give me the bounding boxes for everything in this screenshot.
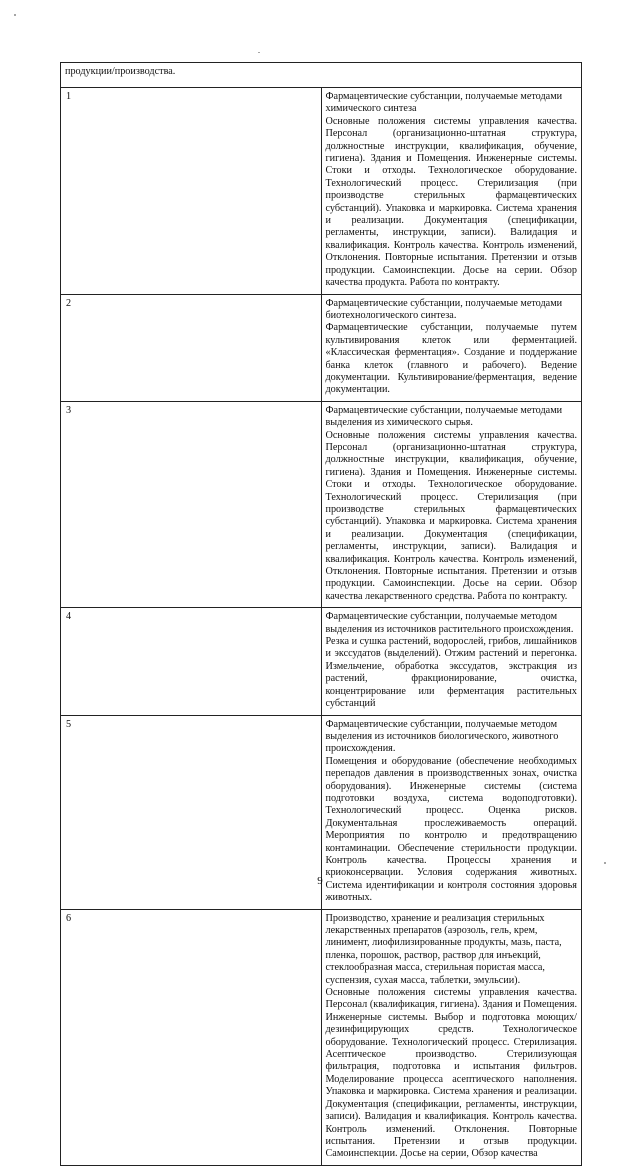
table-row (61, 608, 582, 715)
row-number: 1 (61, 88, 322, 295)
page-number: 9 (317, 875, 323, 887)
row-text: Резка и сушка растений, водорослей, грибов, лишайников и экссудатов (выделений). Отжим растений и перегонка. Измельчение, обработка экссудатов, экстракция из растений, фракционирование, очистка, концентрирование или ферментация растительных субстанций (325, 636, 577, 710)
table-row (61, 909, 582, 1165)
row-title: Фармацевтические субстанции, получаемые методом выделения из источников растительного происхождения. (325, 611, 574, 635)
row-title: Производство, хранение и реализация стерильных лекарственных препаратов (аэрозоль, гель, крем, линимент, лиофилизированные продукты, мазь, паста, пленка, порошок, раствор, раствор для инъекций, стеклообразная масса, стерильная пористая масса, суспензия, сухая масса, таблетки, эмульсии). (325, 912, 562, 986)
content-table (60, 62, 582, 1166)
row-title: Фармацевтические субстанции, получаемые методами биотехнологического синтеза. (325, 297, 563, 321)
row-number: 5 (61, 715, 322, 909)
row-number: 2 (61, 294, 322, 401)
scan-speck (604, 862, 606, 864)
row-content (321, 608, 582, 715)
row-content (321, 401, 582, 608)
row-content (321, 88, 582, 295)
row-number: 6 (61, 909, 322, 1165)
row-number: 4 (61, 608, 322, 715)
scan-speck (258, 52, 260, 53)
row-content (321, 294, 582, 401)
row-text: Основные положения системы управления качества. Персонал (организационно-штатная структура, должностные инструкции, квалификация, обучение, гигиена). Здания и Помещения. Инженерные системы. Стоки и отходы. Технологическое оборудование. Технологический процесс. Стерилизация (при производстве стерильных фармацевтических субстанций). Упаковка и маркировка. Система хранения и реализации. Документация (спецификации, регламенты, инструкции, записи). Валидация и квалификация. Контроль качества. Контроль изменений, Отклонения. Повторные испытания. Претензии и отзыв продукции. Самоинспекции. Досье на серии. Обзор качества лекарственного средства. Работа по контракту. (325, 429, 577, 602)
row-number: 3 (61, 401, 322, 608)
continuation-text: продукции/производства. (65, 66, 176, 77)
continuation-cell (61, 63, 582, 88)
row-title: Фармацевтические субстанции, получаемые методом выделения из источников биологического, животного происхождения. (325, 718, 559, 755)
row-title: Фармацевтические субстанции, получаемые методами химического синтеза (325, 91, 563, 115)
row-text: Основные положения системы управления качества. Персонал (квалификация, гигиена). Здания и Помещения. Инженерные системы. Выбор и подготовка моющих/дезинфицирующих средств. Технологическое оборудование. Технологический процесс. Стерилизация. Асептическое производство. Стерилизующая фильтрация, подготовка и испытания фильтров. Моделирование процесса асептического наполнения. Упаковка и маркировка. Система хранения и реализации. Документация (спецификации, регламенты, инструкции, записи). Валидация и квалификация. Контроль качества. Контроль изменений. Отклонения. Повторные испытания. Претензии и отзыв продукции. Самоинспекции. Досье на серии, Обзор качества (325, 987, 577, 1160)
row-text: Помещения и оборудование (обеспечение необходимых перепадов давления в производственных зонах, очистка оборудования). Инженерные системы (система подготовки воздуха, система водоподготовки). Технологический процесс. Оценка рисков. Документальная прослеживаемость операций. Мероприятия по контролю и предотвращению контаминации. Обеспечение стерильности продукции. Контроль качества. Процессы хранения и криоконсервации. Условия содержания животных. Система идентификации и контроля состояния здоровья животных. (325, 755, 577, 904)
row-text: Фармацевтические субстанции, получаемые путем культивирования клеток или ферментацией. «Классическая ферментация». Создание и поддержание банка клеток (главного и рабочего). Ведение документации. Культивирование/ферментация, ведение документации. (325, 322, 577, 396)
row-content (321, 909, 582, 1165)
table-row (61, 63, 582, 88)
row-title: Фармацевтические субстанции, получаемые методами выделения из химического сырья. (325, 404, 563, 429)
row-text: Основные положения системы управления качества. Персонал (организационно-штатная структура, должностные инструкции, квалификация, обучение, гигиена). Здания и Помещения. Инженерные системы. Стоки и отходы. Технологическое оборудование. Технологический процесс. Стерилизация (при производстве стерильных фармацевтических субстанций). Упаковка и маркировка. Система хранения и реализации. Документация (спецификации, регламенты, инструкции, записи). Валидация и квалификация. Контроль качества. Контроль изменений, Отклонения. Повторные испытания. Претензии и отзыв продукции. Самоинспекции. Досье на серии. Обзор качества продукта. Работа по контракту. (325, 115, 577, 289)
scan-speck (14, 14, 16, 16)
table-row (61, 401, 582, 608)
table-row (61, 88, 582, 295)
table-row (61, 294, 582, 401)
